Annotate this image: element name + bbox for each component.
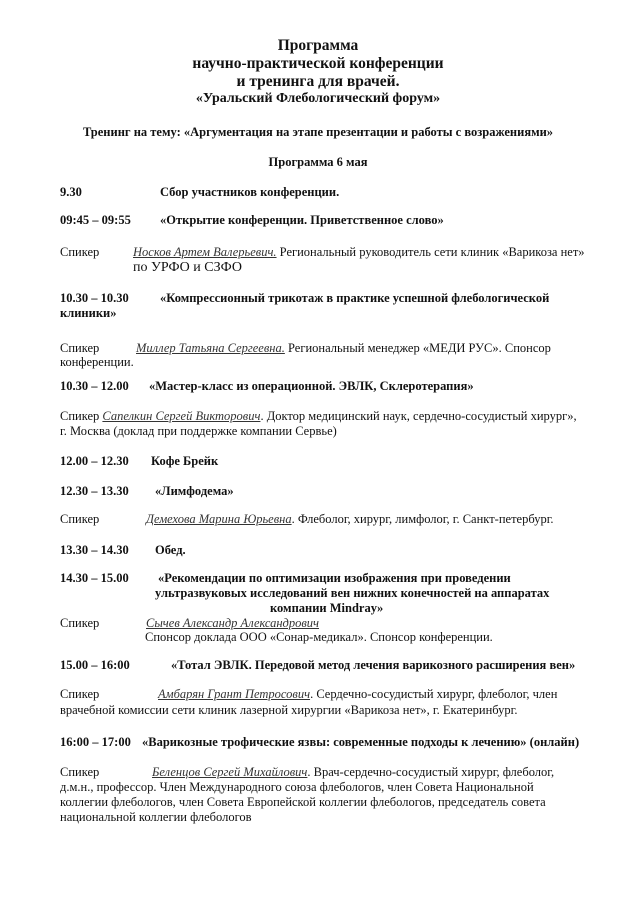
item-title: «Тотал ЭВЛК. Передовой метод лечения варикозного расширения вен» — [171, 658, 576, 672]
speaker-name: Миллер Татьяна Сергеевна. — [136, 341, 285, 355]
speaker-desc: г. Москва (доклад при поддержке компании Сервье) — [60, 424, 337, 438]
item-title: «Компрессионный трикотаж в практике успешной флебологической — [160, 291, 550, 305]
title-line-4: «Уральский Флебологический форум» — [195, 91, 441, 106]
speaker-label: Спикер — [60, 687, 100, 701]
speaker-label: Спикер — [60, 765, 100, 779]
item-title: «Открытие конференции. Приветственное слово» — [160, 213, 444, 227]
speaker-desc: . Флеболог, хирург, лимфолог, г. Санкт-петербург. — [291, 512, 554, 526]
item-time: 10.30 – 12.00 — [60, 379, 129, 393]
speaker-name: Сычев Александр Александрович — [146, 616, 320, 630]
title-line-2: научно-практической конференции — [192, 55, 444, 72]
title-line-3: и тренинга для врачей. — [236, 73, 400, 90]
item-title: клиники» — [60, 306, 117, 320]
speaker-desc: коллегии флебологов, член Совета Европейской коллегии флебологов, председатель совета — [60, 795, 546, 809]
item-time: 12.00 – 12.30 — [60, 454, 129, 468]
training-topic: Тренинг на тему: «Аргументация на этапе презентации и работы с возражениями» — [82, 125, 554, 139]
item-time: 14.30 – 15.00 — [60, 571, 129, 585]
item-title: Кофе Брейк — [151, 454, 219, 468]
speaker-desc: . Доктор медицинский наук, сердечно-сосудистый хирург», — [260, 409, 577, 423]
item-title: Сбор участников конференции. — [160, 185, 340, 199]
speaker-label: Спикер — [60, 341, 100, 355]
item-title: Обед. — [155, 543, 186, 557]
speaker-desc: конференции. — [60, 355, 134, 369]
speaker-name: Носков Артем Валерьевич. — [133, 245, 277, 259]
item-title: компании Mindray» — [270, 601, 384, 615]
item-title: «Варикозные трофические язвы: современные подходы к лечению» (онлайн) — [142, 735, 580, 749]
speaker-desc: . Врач-сердечно-сосудистый хирург, флеболог, — [307, 765, 555, 779]
speaker-desc: национальной коллегии флебологов — [60, 810, 252, 824]
item-time: 09:45 – 09:55 — [60, 213, 131, 227]
item-time: 13.30 – 14.30 — [60, 543, 129, 557]
item-time: 15.00 – 16:00 — [60, 658, 130, 672]
speaker-label: Спикер — [60, 616, 100, 630]
item-title: «Рекомендации по оптимизации изображения при проведении — [158, 571, 511, 585]
speaker-desc: Спонсор доклада ООО «Сонар-медикал». Спонсор конференции. — [145, 630, 493, 644]
speaker-label: Спикер — [60, 512, 100, 526]
speaker-name: Демехова Марина Юрьевна — [146, 512, 292, 526]
speaker-name: Амбарян Грант Петросович — [158, 687, 311, 701]
speaker-name: Беленцов Сергей Михайлович — [152, 765, 308, 779]
speaker-desc: д.м.н., профессор. Член Международного союза флебологов, член Совета Национальной — [60, 780, 534, 794]
item-time: 9.30 — [60, 185, 82, 199]
speaker-desc: врачебной комиссии сети клиник лазерной хирургии «Варикоза нет», г. Екатеринбург. — [60, 703, 518, 717]
speaker-name: Сапелкин Сергей Викторович — [102, 409, 261, 423]
speaker-label: Спикер — [60, 245, 100, 259]
item-title: «Лимфодема» — [155, 484, 234, 498]
item-title: «Мастер-класс из операционной. ЭВЛК, Склеротерапия» — [149, 379, 474, 393]
title-line-1: Программа — [277, 37, 359, 54]
speaker-desc: Региональный менеджер «МЕДИ РУС». Спонсор — [284, 341, 551, 355]
item-title: ультразвуковых исследований вен нижних конечностей на аппаратах — [155, 586, 550, 600]
speaker-label: Спикер — [60, 409, 100, 423]
speaker-desc: Региональный руководитель сети клиник «Варикоза нет» — [276, 245, 585, 259]
item-time: 12.30 – 13.30 — [60, 484, 129, 498]
speaker-desc: по УРФО и СЗФО — [133, 260, 242, 275]
item-time: 16:00 – 17:00 — [60, 735, 131, 749]
program-day: Программа 6 мая — [268, 155, 368, 169]
speaker-desc: . Сердечно-сосудистый хирург, флеболог, член — [310, 687, 558, 701]
item-time: 10.30 – 10.30 — [60, 291, 129, 305]
